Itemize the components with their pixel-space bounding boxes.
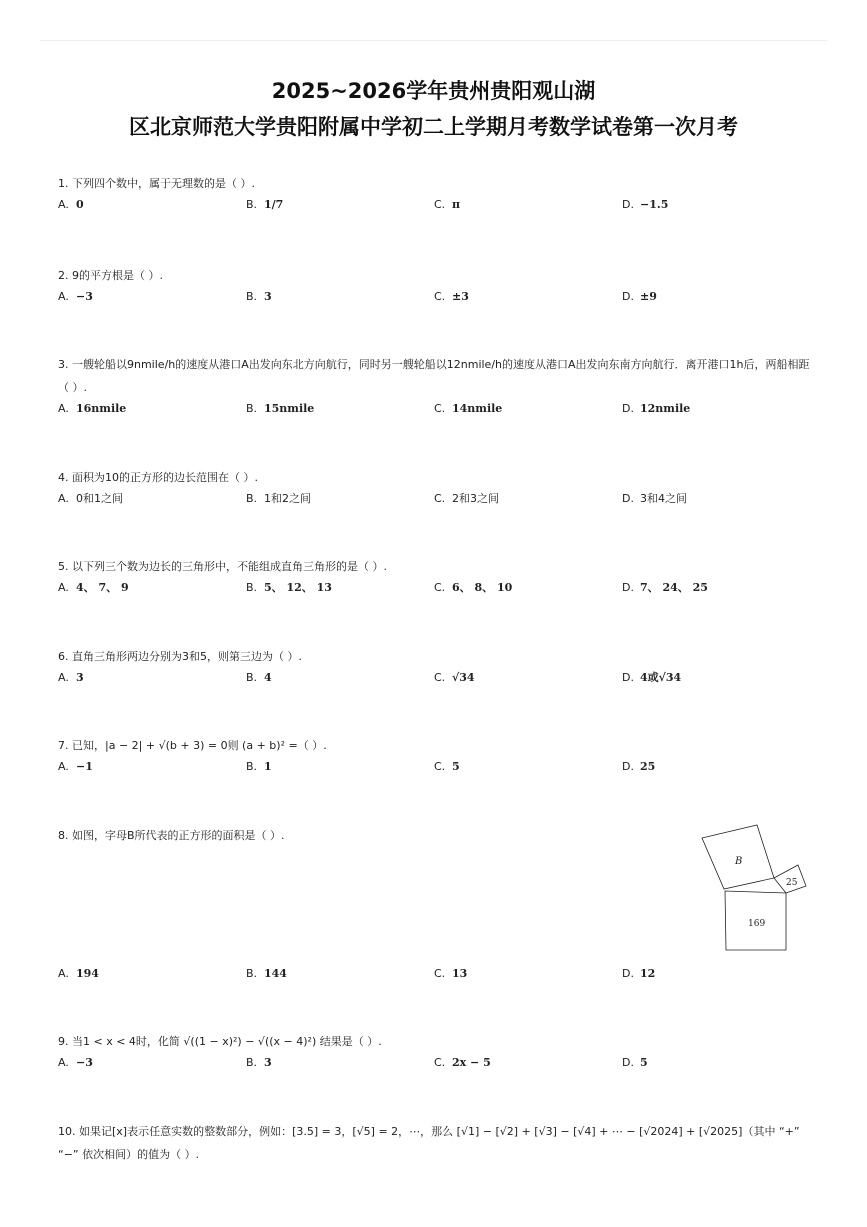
option-a[interactable]: A. 3 bbox=[58, 671, 84, 684]
option-d[interactable]: D. 12 bbox=[622, 967, 656, 980]
question-number: 2. bbox=[58, 269, 69, 282]
option-a[interactable]: A. 194 bbox=[58, 967, 99, 980]
option-b[interactable]: B. 1和2之间 bbox=[246, 492, 311, 505]
question-stem: 下列四个数中，属于无理数的是（ ）. bbox=[72, 177, 255, 190]
document-title bbox=[0, 73, 867, 145]
question-8-options bbox=[58, 964, 818, 984]
option-b[interactable]: B. 15nmile bbox=[246, 402, 315, 415]
option-c[interactable]: C. 13 bbox=[434, 967, 468, 980]
question-5 bbox=[58, 555, 818, 598]
question-number: 5. bbox=[58, 560, 69, 573]
question-10 bbox=[58, 1120, 803, 1166]
option-a[interactable]: A. −3 bbox=[58, 1056, 93, 1069]
option-c[interactable]: C. √34 bbox=[434, 671, 475, 684]
option-b[interactable]: B. 4 bbox=[246, 671, 272, 684]
option-a[interactable]: A. 0和1之间 bbox=[58, 492, 123, 505]
title-line-2: 区北京师范大学贵阳附属中学初二上学期月考数学试卷第一次月考 bbox=[129, 115, 738, 139]
options bbox=[58, 399, 818, 419]
option-a[interactable]: A. −3 bbox=[58, 290, 93, 303]
header-divider bbox=[40, 40, 827, 41]
option-b[interactable]: B. 3 bbox=[246, 1056, 272, 1069]
question-stem: 9的平方根是（ ）. bbox=[72, 269, 163, 282]
option-d[interactable]: D. ±9 bbox=[622, 290, 657, 303]
question-number: 6. bbox=[58, 650, 69, 663]
option-d[interactable]: D. 25 bbox=[622, 760, 656, 773]
question-stem: 如果记[x]表示任意实数的整数部分，例如：[3.5] = 3，[√5] = 2，⋯，那么 [√1] − [√2] + [√3] − [√4] + ⋯ − [√2024] + [√2025]（其中 “+” “−” 依次相间）的值为（ ）. bbox=[58, 1125, 800, 1161]
question-number: 7. bbox=[58, 739, 69, 752]
question-2 bbox=[58, 264, 818, 307]
option-a[interactable]: A. 16nmile bbox=[58, 402, 127, 415]
question-number: 8. bbox=[58, 829, 69, 842]
option-d[interactable]: D. 4或√34 bbox=[622, 671, 682, 684]
options bbox=[58, 1053, 818, 1073]
option-d[interactable]: D. 5 bbox=[622, 1056, 648, 1069]
option-a[interactable]: A. 4、 7、 9 bbox=[58, 581, 129, 594]
question-stem: 已知，|a − 2| + √(b + 3) = 0则 (a + b)² =（ ）. bbox=[72, 739, 327, 752]
question-stem: 面积为10的正方形的边长范围在（ ）. bbox=[72, 471, 258, 484]
question-stem: 如图，字母B所代表的正方形的面积是（ ）. bbox=[72, 829, 285, 842]
question-3 bbox=[58, 353, 818, 419]
label-25: 25 bbox=[786, 878, 798, 888]
question-6 bbox=[58, 645, 818, 688]
option-b[interactable]: B. 3 bbox=[246, 290, 272, 303]
option-c[interactable]: C. 2和3之间 bbox=[434, 492, 499, 505]
option-d[interactable]: D. 12nmile bbox=[622, 402, 691, 415]
options bbox=[58, 195, 818, 215]
options bbox=[58, 578, 818, 598]
question-9 bbox=[58, 1030, 818, 1073]
option-b[interactable]: B. 5、 12、 13 bbox=[246, 581, 332, 594]
question-7 bbox=[58, 734, 818, 777]
label-169: 169 bbox=[748, 919, 766, 929]
title-line-1: 2025~2026学年贵州贵阳观山湖 bbox=[271, 79, 596, 103]
question-stem: 直角三角形两边分别为3和5，则第三边为（ ）. bbox=[72, 650, 302, 663]
option-c[interactable]: C. π bbox=[434, 198, 461, 211]
option-b[interactable]: B. 1 bbox=[246, 760, 272, 773]
question-4 bbox=[58, 466, 818, 509]
question-stem: 以下列三个数为边长的三角形中，不能组成直角三角形的是（ ）. bbox=[72, 560, 387, 573]
question-number: 1. bbox=[58, 177, 69, 190]
options bbox=[58, 287, 818, 307]
options bbox=[58, 489, 818, 509]
option-c[interactable]: C. 5 bbox=[434, 760, 460, 773]
label-b: B bbox=[735, 856, 743, 867]
option-d[interactable]: D. 3和4之间 bbox=[622, 492, 687, 505]
question-number: 10. bbox=[58, 1125, 76, 1138]
option-a[interactable]: A. −1 bbox=[58, 760, 93, 773]
question-stem: 当1 < x < 4时，化简 √((1 − x)²) − √((x − 4)²) 结果是（ ）. bbox=[72, 1035, 382, 1048]
options bbox=[58, 964, 818, 984]
question-number: 4. bbox=[58, 471, 69, 484]
options bbox=[58, 668, 818, 688]
question-1 bbox=[58, 172, 818, 215]
option-b[interactable]: B. 1/7 bbox=[246, 198, 284, 211]
option-c[interactable]: C. 6、 8、 10 bbox=[434, 581, 513, 594]
option-a[interactable]: A. 0 bbox=[58, 198, 84, 211]
question-stem: 一艘轮船以9nmile/h的速度从港口A出发向东北方向航行，同时另一艘轮船以12nmile/h的速度从港口A出发向东南方向航行．离开港口1h后，两船相距（ ）. bbox=[58, 358, 810, 394]
question-number: 3. bbox=[58, 358, 69, 371]
option-d[interactable]: D. 7、 24、 25 bbox=[622, 581, 708, 594]
option-c[interactable]: C. ±3 bbox=[434, 290, 469, 303]
squares-figure bbox=[690, 818, 820, 958]
option-c[interactable]: C. 2x − 5 bbox=[434, 1056, 491, 1069]
question-number: 9. bbox=[58, 1035, 69, 1048]
option-b[interactable]: B. 144 bbox=[246, 967, 287, 980]
option-d[interactable]: D. −1.5 bbox=[622, 198, 669, 211]
option-c[interactable]: C. 14nmile bbox=[434, 402, 503, 415]
options bbox=[58, 757, 818, 777]
